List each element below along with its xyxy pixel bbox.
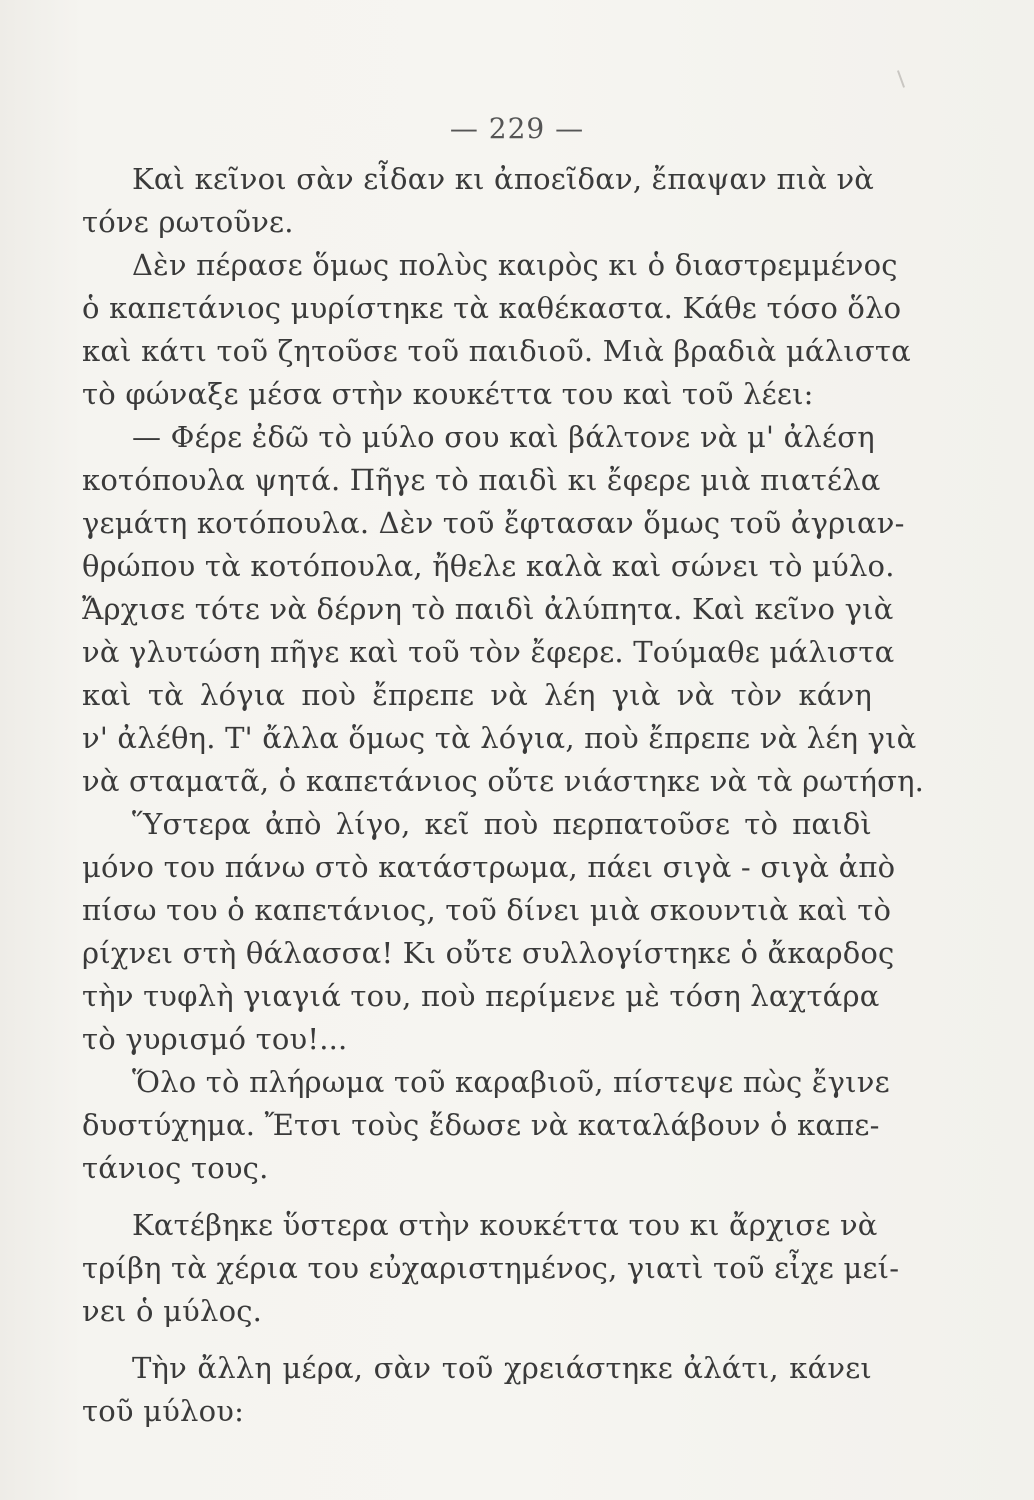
paragraph-gap bbox=[82, 1333, 872, 1347]
text-line: νὰ σταματᾶ, ὁ καπετάνιος οὔτε νιάστηκε νὰ τὰ ρωτήση. bbox=[82, 764, 925, 798]
page-smudge bbox=[897, 70, 905, 88]
text-line: πίσω του ὁ καπετάνιος, τοῦ δίνει μιὰ σκουντιὰ καὶ τὸ bbox=[82, 893, 892, 927]
text-line: τοῦ μύλου: bbox=[82, 1394, 245, 1428]
paragraph-gap bbox=[82, 1190, 872, 1204]
text-line: τὸ γυρισμό του!... bbox=[82, 1022, 348, 1056]
text-line: τὸ φώναξε μέσα στὴν κουκέττα του καὶ τοῦ λέει: bbox=[82, 377, 814, 411]
text-line: καὶ τὰ λόγια ποὺ ἔπρεπε νὰ λέη γιὰ νὰ τὸν κάνη bbox=[82, 678, 872, 712]
text-line: δυστύχημα. Ἔτσι τοὺς ἔδωσε νὰ καταλάβουν ὁ καπε- bbox=[82, 1108, 880, 1142]
text-line: μόνο του πάνω στὸ κατάστρωμα, πάει σιγὰ - σιγὰ ἀπὸ bbox=[82, 850, 896, 884]
text-line: Καὶ κεῖνοι σὰν εἶδαν κι ἀποεῖδαν, ἔπαψαν πιὰ νὰ bbox=[132, 162, 875, 196]
text-line: Ἄρχισε τότε νὰ δέρνη τὸ παιδὶ ἀλύπητα. Καὶ κεῖνο γιὰ bbox=[82, 592, 894, 626]
page-number: — 229 — bbox=[449, 112, 585, 145]
text-line: κοτόπουλα ψητά. Πῆγε τὸ παιδὶ κι ἔφερε μιὰ πιατέλα bbox=[82, 463, 881, 497]
text-line: Ὕστερα ἀπὸ λίγο, κεῖ ποὺ περπατοῦσε τὸ παιδὶ bbox=[132, 807, 872, 841]
text-line: νει ὁ μύλος. bbox=[82, 1294, 263, 1328]
text-line: Κατέβηκε ὕστερα στὴν κουκέττα του κι ἄρχισε νὰ bbox=[132, 1208, 878, 1242]
text-line: — Φέρε ἐδῶ τὸ μύλο σου καὶ βάλτονε νὰ μ' ἀλέση bbox=[132, 420, 875, 454]
text-line: ν' ἀλέθη. Τ' ἄλλα ὅμως τὰ λόγια, ποὺ ἔπρεπε νὰ λέη γιὰ bbox=[82, 721, 917, 755]
text-line: τάνιος τους. bbox=[82, 1151, 269, 1185]
text-line: θρώπου τὰ κοτόπουλα, ἤθελε καλὰ καὶ σώνει τὸ μύλο. bbox=[82, 549, 895, 583]
text-line: Τὴν ἄλλη μέρα, σὰν τοῦ χρειάστηκε ἀλάτι, κάνει bbox=[132, 1351, 872, 1385]
text-line: Δὲν πέρασε ὅμως πολὺς καιρὸς κι ὁ διαστρεμμένος bbox=[132, 248, 898, 282]
text-line: τρίβη τὰ χέρια του εὐχαριστημένος, γιατὶ τοῦ εἶχε μεί- bbox=[82, 1251, 900, 1285]
text-line: τὴν τυφλὴ γιαγιά του, ποὺ περίμενε μὲ τόση λαχτάρα bbox=[82, 979, 880, 1013]
text-line: ρίχνει στὴ θάλασσα! Κι οὔτε συλλογίστηκε ὁ ἄκαρδος bbox=[82, 936, 895, 970]
text-line: Ὅλο τὸ πλήρωμα τοῦ καραβιοῦ, πίστεψε πὼς ἔγινε bbox=[132, 1065, 890, 1099]
text-line: γεμάτη κοτόπουλα. Δὲν τοῦ ἔφτασαν ὅμως τοῦ ἀγριαν- bbox=[82, 506, 905, 540]
text-line: τόνε ρωτοῦνε. bbox=[82, 205, 294, 239]
text-line: νὰ γλυτώση πῆγε καὶ τοῦ τὸν ἔφερε. Τούμαθε μάλιστα bbox=[82, 635, 895, 669]
body-text bbox=[82, 158, 925, 1433]
text-line: ὁ καπετάνιος μυρίστηκε τὰ καθέκαστα. Κάθε τόσο ὅλο bbox=[82, 291, 902, 325]
text-line: καὶ κάτι τοῦ ζητοῦσε τοῦ παιδιοῦ. Μιὰ βραδιὰ μάλιστα bbox=[82, 334, 911, 368]
